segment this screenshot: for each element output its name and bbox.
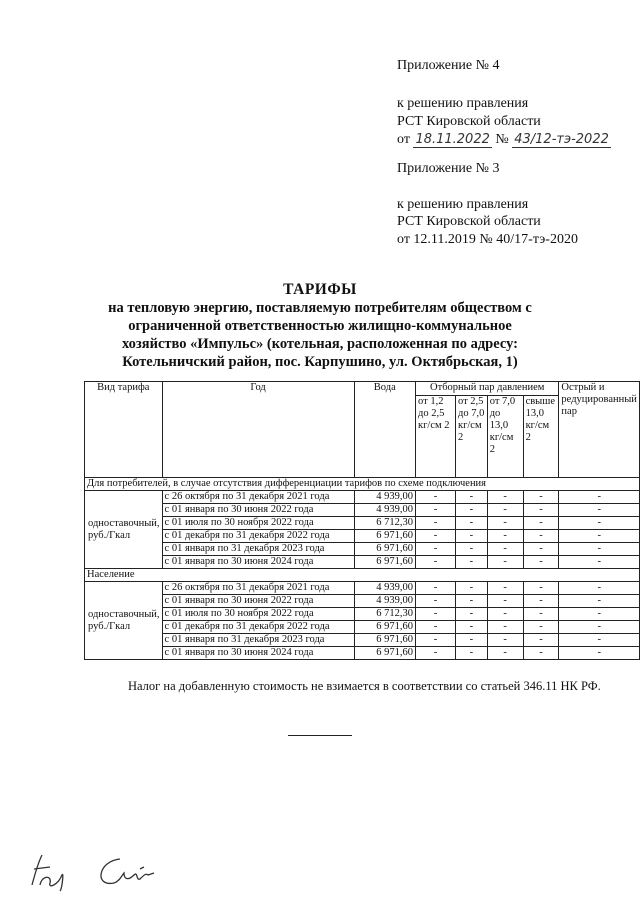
- appendix-4-title: Приложение № 4: [397, 58, 500, 73]
- pressure-1-cell: -: [416, 595, 456, 608]
- pressure-4-cell: -: [523, 595, 559, 608]
- document-title: [70, 281, 570, 371]
- appendix-3-line2: РСТ Кировской области: [397, 214, 541, 229]
- table-row: [85, 634, 640, 647]
- pressure-2-cell: -: [455, 543, 487, 556]
- pressure-2-cell: -: [455, 517, 487, 530]
- pressure-4-cell: -: [523, 647, 559, 660]
- header-selected-steam: Отборный пар давлением: [416, 382, 559, 396]
- pressure-3-cell: -: [487, 517, 523, 530]
- appendix-3-title: Приложение № 3: [397, 161, 500, 176]
- header-water: Вода: [354, 382, 415, 478]
- table-row: [85, 556, 640, 569]
- table-row: [85, 517, 640, 530]
- pressure-2-cell: -: [455, 608, 487, 621]
- water-value-cell: 6 971,60: [354, 556, 415, 569]
- table-row: [85, 491, 640, 504]
- header-tariff-type: Вид тарифа: [85, 382, 163, 478]
- pressure-4-cell: -: [523, 504, 559, 517]
- pressure-1-cell: -: [416, 504, 456, 517]
- pressure-1-cell: -: [416, 530, 456, 543]
- pressure-2-cell: -: [455, 634, 487, 647]
- period-cell: с 01 декабря по 31 декабря 2022 года: [162, 530, 354, 543]
- vat-note: Налог на добавленную стоимость не взимается в соответствии со статьей 346.11 НК РФ.: [128, 679, 601, 693]
- period-cell: с 01 января по 30 июня 2022 года: [162, 504, 354, 517]
- pressure-1-cell: -: [416, 556, 456, 569]
- title-main: ТАРИФЫ: [283, 281, 357, 298]
- pressure-3-cell: -: [487, 582, 523, 595]
- water-value-cell: 6 712,30: [354, 517, 415, 530]
- pressure-3-cell: -: [487, 634, 523, 647]
- header-sharp-steam: Острый и редуцированный пар: [559, 382, 640, 478]
- period-cell: с 01 июля по 30 ноября 2022 года: [162, 608, 354, 621]
- header-pressure-2: от 2,5 до 7,0 кг/см 2: [455, 396, 487, 478]
- pressure-1-cell: -: [416, 517, 456, 530]
- tariff-table: [84, 381, 640, 660]
- water-value-cell: 4 939,00: [354, 595, 415, 608]
- sharp-steam-cell: -: [559, 517, 640, 530]
- sharp-steam-cell: -: [559, 582, 640, 595]
- appendix-4-line3: [397, 131, 611, 149]
- pressure-3-cell: -: [487, 556, 523, 569]
- table-row: [85, 582, 640, 595]
- section-row: [85, 478, 640, 491]
- sharp-steam-cell: -: [559, 504, 640, 517]
- table-row: [85, 647, 640, 660]
- appendix-3-line3: от 12.11.2019 № 40/17-тэ-2020: [397, 232, 578, 247]
- sharp-steam-cell: -: [559, 543, 640, 556]
- sharp-steam-cell: -: [559, 491, 640, 504]
- water-value-cell: 6 971,60: [354, 647, 415, 660]
- water-value-cell: 4 939,00: [354, 504, 415, 517]
- water-value-cell: 6 712,30: [354, 608, 415, 621]
- header-pressure-1: от 1,2 до 2,5 кг/см 2: [416, 396, 456, 478]
- header-pressure-4: свыше 13,0 кг/см 2: [523, 396, 559, 478]
- pressure-3-cell: -: [487, 543, 523, 556]
- pressure-1-cell: -: [416, 543, 456, 556]
- title-line-1: на тепловую энергию, поставляемую потребителям обществом с: [108, 300, 532, 316]
- handwritten-number: 43/12-тэ-2022: [514, 132, 609, 147]
- pressure-1-cell: -: [416, 582, 456, 595]
- pressure-3-cell: -: [487, 621, 523, 634]
- water-value-cell: 6 971,60: [354, 621, 415, 634]
- period-cell: с 01 января по 30 июня 2022 года: [162, 595, 354, 608]
- water-value-cell: 6 971,60: [354, 530, 415, 543]
- sharp-steam-cell: -: [559, 634, 640, 647]
- pressure-1-cell: -: [416, 621, 456, 634]
- appendix-4-prefix: от: [397, 132, 410, 147]
- pressure-4-cell: -: [523, 621, 559, 634]
- sharp-steam-cell: -: [559, 647, 640, 660]
- pressure-2-cell: -: [455, 504, 487, 517]
- pressure-2-cell: -: [455, 556, 487, 569]
- pressure-2-cell: -: [455, 595, 487, 608]
- sharp-steam-cell: -: [559, 608, 640, 621]
- section-row: [85, 569, 640, 582]
- pressure-4-cell: -: [523, 530, 559, 543]
- appendix-4-line1: к решению правления: [397, 96, 529, 111]
- period-cell: с 01 января по 31 декабря 2023 года: [162, 634, 354, 647]
- table-row: [85, 504, 640, 517]
- appendix-4-line2: РСТ Кировской области: [397, 114, 541, 129]
- title-line-4: Котельничский район, пос. Карпушино, ул. Октябрьская, 1): [122, 354, 518, 370]
- sharp-steam-cell: -: [559, 530, 640, 543]
- pressure-1-cell: -: [416, 491, 456, 504]
- tariff-table-body: [85, 478, 640, 660]
- pressure-4-cell: -: [523, 556, 559, 569]
- water-value-cell: 4 939,00: [354, 582, 415, 595]
- period-cell: с 01 января по 30 июня 2024 года: [162, 647, 354, 660]
- pressure-3-cell: -: [487, 595, 523, 608]
- period-cell: с 01 января по 30 июня 2024 года: [162, 556, 354, 569]
- section-label: Население: [85, 569, 640, 582]
- pressure-3-cell: -: [487, 504, 523, 517]
- sharp-steam-cell: -: [559, 621, 640, 634]
- pressure-3-cell: -: [487, 491, 523, 504]
- period-cell: с 01 декабря по 31 декабря 2022 года: [162, 621, 354, 634]
- handwritten-date: 18.11.2022: [415, 132, 490, 147]
- pressure-1-cell: -: [416, 634, 456, 647]
- pressure-1-cell: -: [416, 608, 456, 621]
- section-label: Для потребителей, в случае отсутствия дифференциации тарифов по схеме подключения: [85, 478, 640, 491]
- pressure-1-cell: -: [416, 647, 456, 660]
- pressure-4-cell: -: [523, 582, 559, 595]
- title-line-3: хозяйство «Импульс» (котельная, расположенная по адресу:: [121, 336, 518, 352]
- period-cell: с 26 октября по 31 декабря 2021 года: [162, 491, 354, 504]
- pressure-4-cell: -: [523, 608, 559, 621]
- water-value-cell: 4 939,00: [354, 491, 415, 504]
- handwritten-signature-icon: [28, 845, 178, 895]
- pressure-4-cell: -: [523, 517, 559, 530]
- appendix-4-num-sign: №: [495, 132, 509, 147]
- pressure-2-cell: -: [455, 491, 487, 504]
- pressure-3-cell: -: [487, 647, 523, 660]
- sharp-steam-cell: -: [559, 595, 640, 608]
- separator-line: [288, 735, 352, 736]
- period-cell: с 01 января по 31 декабря 2023 года: [162, 543, 354, 556]
- pressure-2-cell: -: [455, 582, 487, 595]
- appendix-3-line1: к решению правления: [397, 197, 529, 212]
- pressure-2-cell: -: [455, 621, 487, 634]
- pressure-4-cell: -: [523, 543, 559, 556]
- table-row: [85, 621, 640, 634]
- period-cell: с 26 октября по 31 декабря 2021 года: [162, 582, 354, 595]
- table-row: [85, 608, 640, 621]
- pressure-4-cell: -: [523, 491, 559, 504]
- header-pressure-3: от 7,0 до 13,0 кг/см 2: [487, 396, 523, 478]
- pressure-2-cell: -: [455, 647, 487, 660]
- header-year: Год: [162, 382, 354, 478]
- pressure-3-cell: -: [487, 530, 523, 543]
- pressure-3-cell: -: [487, 608, 523, 621]
- sharp-steam-cell: -: [559, 556, 640, 569]
- water-value-cell: 6 971,60: [354, 634, 415, 647]
- period-cell: с 01 июля по 30 ноября 2022 года: [162, 517, 354, 530]
- table-row: [85, 530, 640, 543]
- title-line-2: ограниченной ответственностью жилищно-коммунальное: [128, 318, 512, 334]
- tariff-type-cell: одноставочный, руб./Гкал: [85, 491, 163, 569]
- water-value-cell: 6 971,60: [354, 543, 415, 556]
- table-row: [85, 543, 640, 556]
- tariff-type-cell: одноставочный, руб./Гкал: [85, 582, 163, 660]
- table-row: [85, 595, 640, 608]
- pressure-2-cell: -: [455, 530, 487, 543]
- pressure-4-cell: -: [523, 634, 559, 647]
